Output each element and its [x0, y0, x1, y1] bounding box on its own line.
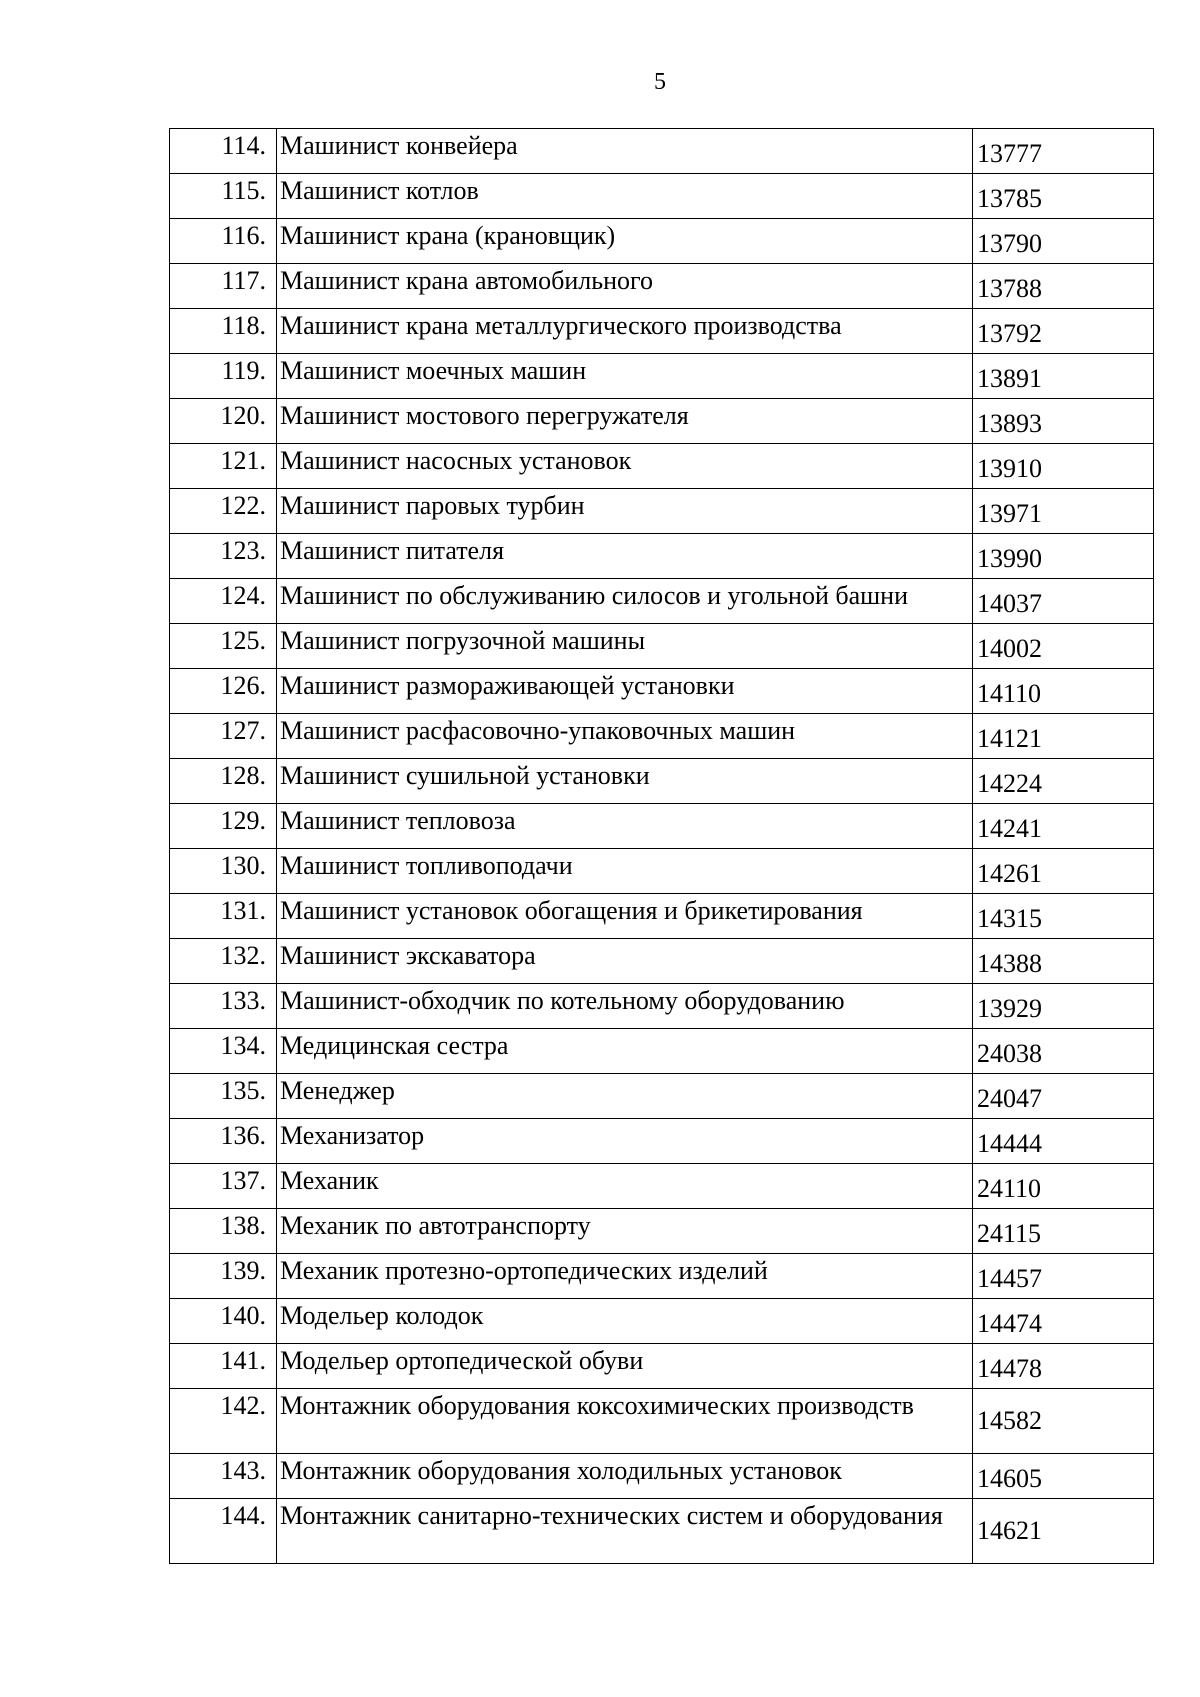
- table-row: [170, 939, 1154, 984]
- profession-code: 14110: [977, 679, 1042, 708]
- row-number: 143.: [220, 1456, 266, 1485]
- row-number: 124.: [220, 581, 266, 610]
- profession-code: 14121: [977, 724, 1042, 753]
- profession-name: Менеджер: [280, 1076, 395, 1105]
- profession-code-cell: [973, 1344, 1154, 1389]
- profession-name: Машинист котлов: [280, 176, 479, 205]
- profession-code: 14261: [977, 859, 1042, 888]
- table-row: [170, 579, 1154, 624]
- table-row: [170, 1389, 1154, 1454]
- profession-code-cell: [973, 489, 1154, 534]
- row-number: 138.: [220, 1211, 266, 1240]
- page-number: 5: [654, 69, 666, 95]
- row-number: 139.: [220, 1256, 266, 1285]
- table-row: [170, 309, 1154, 354]
- row-number: 144.: [220, 1501, 266, 1530]
- profession-code: 13891: [977, 364, 1042, 393]
- profession-code-cell: [973, 129, 1154, 174]
- table-row: [170, 1119, 1154, 1164]
- row-number-cell: [170, 1254, 277, 1299]
- profession-name: Машинист размораживающей установки: [280, 671, 735, 700]
- profession-name-cell: [277, 399, 973, 444]
- profession-code-cell: [973, 1254, 1154, 1299]
- table-row: [170, 714, 1154, 759]
- profession-name: Машинист мостового перегружателя: [280, 401, 689, 430]
- profession-name-cell: [277, 129, 973, 174]
- profession-code: 14002: [977, 634, 1042, 663]
- profession-code: 24110: [977, 1174, 1042, 1203]
- profession-name: Машинист моечных машин: [280, 356, 587, 385]
- row-number: 126.: [220, 671, 266, 700]
- profession-name-cell: [277, 624, 973, 669]
- row-number-cell: [170, 759, 277, 804]
- row-number: 122.: [220, 491, 266, 520]
- profession-name-cell: [277, 534, 973, 579]
- row-number: 135.: [220, 1076, 266, 1105]
- row-number: 131.: [220, 896, 266, 925]
- profession-name-cell: [277, 579, 973, 624]
- profession-code: 13893: [977, 409, 1042, 438]
- profession-name-cell: [277, 1299, 973, 1344]
- profession-code: 14474: [977, 1309, 1042, 1338]
- profession-code-cell: [973, 1299, 1154, 1344]
- profession-code: 13790: [977, 229, 1042, 258]
- table-row: [170, 489, 1154, 534]
- row-number: 118.: [221, 311, 266, 340]
- profession-name-cell: [277, 264, 973, 309]
- profession-code: 14457: [977, 1264, 1042, 1293]
- row-number-cell: [170, 1164, 277, 1209]
- row-number-cell: [170, 534, 277, 579]
- row-number-cell: [170, 354, 277, 399]
- profession-code-cell: [973, 894, 1154, 939]
- profession-name-cell: [277, 1499, 973, 1564]
- row-number: 119.: [221, 356, 266, 385]
- profession-code-cell: [973, 219, 1154, 264]
- profession-code: 24038: [977, 1039, 1042, 1068]
- profession-name: Медицинская сестра: [280, 1031, 509, 1060]
- row-number-cell: [170, 399, 277, 444]
- profession-code: 13785: [977, 184, 1042, 213]
- profession-code-cell: [973, 1499, 1154, 1564]
- profession-name: Машинист питателя: [280, 536, 505, 565]
- profession-name-cell: [277, 174, 973, 219]
- row-number-cell: [170, 1454, 277, 1499]
- profession-code: 14037: [977, 589, 1042, 618]
- profession-name-cell: [277, 759, 973, 804]
- professions-table: [169, 128, 1154, 1564]
- row-number: 128.: [220, 761, 266, 790]
- row-number: 133.: [220, 986, 266, 1015]
- profession-name: Машинист тепловоза: [280, 806, 516, 835]
- row-number: 137.: [220, 1166, 266, 1195]
- row-number-cell: [170, 579, 277, 624]
- profession-code: 14315: [977, 904, 1042, 933]
- table-row: [170, 1499, 1154, 1564]
- table-row: [170, 174, 1154, 219]
- row-number-cell: [170, 984, 277, 1029]
- profession-name-cell: [277, 1119, 973, 1164]
- row-number-cell: [170, 1209, 277, 1254]
- table-row: [170, 1454, 1154, 1499]
- profession-name: Модельер ортопедической обуви: [280, 1346, 644, 1375]
- profession-code: 13792: [977, 319, 1042, 348]
- row-number-cell: [170, 219, 277, 264]
- row-number: 120.: [220, 401, 266, 430]
- profession-code: 14621: [977, 1516, 1042, 1545]
- profession-name: Механизатор: [280, 1121, 425, 1150]
- row-number-cell: [170, 939, 277, 984]
- profession-code-cell: [973, 1209, 1154, 1254]
- profession-name-cell: [277, 1389, 973, 1454]
- table-row: [170, 624, 1154, 669]
- profession-name-cell: [277, 714, 973, 759]
- profession-code: 14605: [977, 1464, 1042, 1493]
- row-number: 142.: [220, 1391, 266, 1420]
- profession-code: 13990: [977, 544, 1042, 573]
- profession-code-cell: [973, 579, 1154, 624]
- profession-name: Машинист крана металлургического производства: [280, 311, 842, 340]
- profession-name-cell: [277, 894, 973, 939]
- profession-code-cell: [973, 849, 1154, 894]
- profession-code: 13777: [977, 139, 1042, 168]
- profession-name: Машинист паровых турбин: [280, 491, 585, 520]
- table-row: [170, 1209, 1154, 1254]
- profession-name-cell: [277, 849, 973, 894]
- profession-name: Механик: [280, 1166, 379, 1195]
- profession-code-cell: [973, 264, 1154, 309]
- profession-name: Монтажник оборудования холодильных установок: [280, 1456, 842, 1485]
- profession-code: 24047: [977, 1084, 1042, 1113]
- profession-name-cell: [277, 939, 973, 984]
- table-row: [170, 129, 1154, 174]
- profession-name-cell: [277, 309, 973, 354]
- profession-name-cell: [277, 1344, 973, 1389]
- profession-code: 13788: [977, 274, 1042, 303]
- profession-code-cell: [973, 939, 1154, 984]
- table-row: [170, 1344, 1154, 1389]
- table-row: [170, 804, 1154, 849]
- profession-name: Механик протезно-ортопедических изделий: [280, 1256, 768, 1285]
- profession-name-cell: [277, 1164, 973, 1209]
- row-number-cell: [170, 489, 277, 534]
- profession-name: Машинист по обслуживанию силосов и угольной башни: [280, 581, 908, 610]
- row-number: 129.: [220, 806, 266, 835]
- profession-code-cell: [973, 624, 1154, 669]
- row-number-cell: [170, 1389, 277, 1454]
- profession-name-cell: [277, 489, 973, 534]
- profession-code: 14388: [977, 949, 1042, 978]
- profession-name: Машинист топливоподачи: [280, 851, 573, 880]
- profession-name: Машинист крана (крановщик): [280, 221, 616, 250]
- row-number-cell: [170, 1029, 277, 1074]
- row-number: 114.: [221, 131, 266, 160]
- profession-name-cell: [277, 1454, 973, 1499]
- table-row: [170, 669, 1154, 714]
- table-row: [170, 1074, 1154, 1119]
- table-row: [170, 1254, 1154, 1299]
- profession-name-cell: [277, 669, 973, 714]
- profession-code: 14478: [977, 1354, 1042, 1383]
- profession-code-cell: [973, 669, 1154, 714]
- row-number: 130.: [220, 851, 266, 880]
- profession-name: Машинист установок обогащения и брикетирования: [280, 896, 863, 925]
- row-number: 115.: [221, 176, 266, 205]
- profession-code-cell: [973, 1454, 1154, 1499]
- row-number-cell: [170, 264, 277, 309]
- table-row: [170, 849, 1154, 894]
- row-number-cell: [170, 1344, 277, 1389]
- table-row: [170, 399, 1154, 444]
- professions-table-body: [170, 129, 1154, 1564]
- profession-code: 14444: [977, 1129, 1042, 1158]
- row-number: 136.: [220, 1121, 266, 1150]
- profession-name-cell: [277, 984, 973, 1029]
- profession-code-cell: [973, 534, 1154, 579]
- row-number-cell: [170, 444, 277, 489]
- profession-code-cell: [973, 984, 1154, 1029]
- row-number: 132.: [220, 941, 266, 970]
- profession-name-cell: [277, 1029, 973, 1074]
- profession-code-cell: [973, 1389, 1154, 1454]
- row-number-cell: [170, 129, 277, 174]
- table-row: [170, 264, 1154, 309]
- row-number: 127.: [220, 716, 266, 745]
- row-number-cell: [170, 1299, 277, 1344]
- profession-name-cell: [277, 1254, 973, 1299]
- row-number: 123.: [220, 536, 266, 565]
- row-number: 141.: [220, 1346, 266, 1375]
- profession-name-cell: [277, 804, 973, 849]
- row-number-cell: [170, 804, 277, 849]
- profession-name-cell: [277, 219, 973, 264]
- row-number-cell: [170, 714, 277, 759]
- profession-name: Машинист крана автомобильного: [280, 266, 654, 295]
- profession-name: Машинист-обходчик по котельному оборудованию: [280, 986, 845, 1015]
- profession-code-cell: [973, 759, 1154, 804]
- profession-name-cell: [277, 444, 973, 489]
- profession-code-cell: [973, 309, 1154, 354]
- table-row: [170, 444, 1154, 489]
- profession-name: Модельер колодок: [280, 1301, 484, 1330]
- row-number-cell: [170, 894, 277, 939]
- row-number-cell: [170, 309, 277, 354]
- profession-name: Монтажник оборудования коксохимических производств: [280, 1391, 914, 1420]
- row-number-cell: [170, 1119, 277, 1164]
- profession-name: Машинист погрузочной машины: [280, 626, 646, 655]
- table-row: [170, 759, 1154, 804]
- table-row: [170, 1029, 1154, 1074]
- table-row: [170, 354, 1154, 399]
- profession-name: Машинист насосных установок: [280, 446, 632, 475]
- profession-code: 24115: [977, 1219, 1042, 1248]
- row-number: 134.: [220, 1031, 266, 1060]
- profession-code: 13910: [977, 454, 1042, 483]
- profession-name: Машинист экскаватора: [280, 941, 536, 970]
- profession-name: Механик по автотранспорту: [280, 1211, 591, 1240]
- table-row: [170, 1164, 1154, 1209]
- profession-code-cell: [973, 444, 1154, 489]
- profession-code-cell: [973, 1119, 1154, 1164]
- profession-name: Машинист сушильной установки: [280, 761, 650, 790]
- profession-name: Машинист расфасовочно-упаковочных машин: [280, 716, 796, 745]
- profession-code-cell: [973, 354, 1154, 399]
- row-number-cell: [170, 1499, 277, 1564]
- row-number: 121.: [220, 446, 266, 475]
- row-number-cell: [170, 849, 277, 894]
- row-number: 116.: [221, 221, 266, 250]
- table-row: [170, 1299, 1154, 1344]
- row-number: 140.: [220, 1301, 266, 1330]
- profession-code-cell: [973, 1164, 1154, 1209]
- profession-code-cell: [973, 1074, 1154, 1119]
- row-number-cell: [170, 624, 277, 669]
- profession-code-cell: [973, 174, 1154, 219]
- row-number: 117.: [221, 266, 266, 295]
- row-number: 125.: [220, 626, 266, 655]
- profession-code: 14582: [977, 1406, 1042, 1435]
- profession-code: 14224: [977, 769, 1042, 798]
- profession-code-cell: [973, 714, 1154, 759]
- table-row: [170, 984, 1154, 1029]
- table-row: [170, 534, 1154, 579]
- profession-name: Машинист конвейера: [280, 131, 518, 160]
- row-number-cell: [170, 174, 277, 219]
- profession-name-cell: [277, 1074, 973, 1119]
- profession-name: Монтажник санитарно-технических систем и оборудования: [280, 1501, 943, 1530]
- profession-code: 13971: [977, 499, 1042, 528]
- table-row: [170, 219, 1154, 264]
- profession-code: 13929: [977, 994, 1042, 1023]
- profession-name-cell: [277, 354, 973, 399]
- profession-code-cell: [973, 804, 1154, 849]
- profession-name-cell: [277, 1209, 973, 1254]
- profession-code-cell: [973, 1029, 1154, 1074]
- row-number-cell: [170, 1074, 277, 1119]
- profession-code: 14241: [977, 814, 1042, 843]
- profession-code-cell: [973, 399, 1154, 444]
- row-number-cell: [170, 669, 277, 714]
- table-row: [170, 894, 1154, 939]
